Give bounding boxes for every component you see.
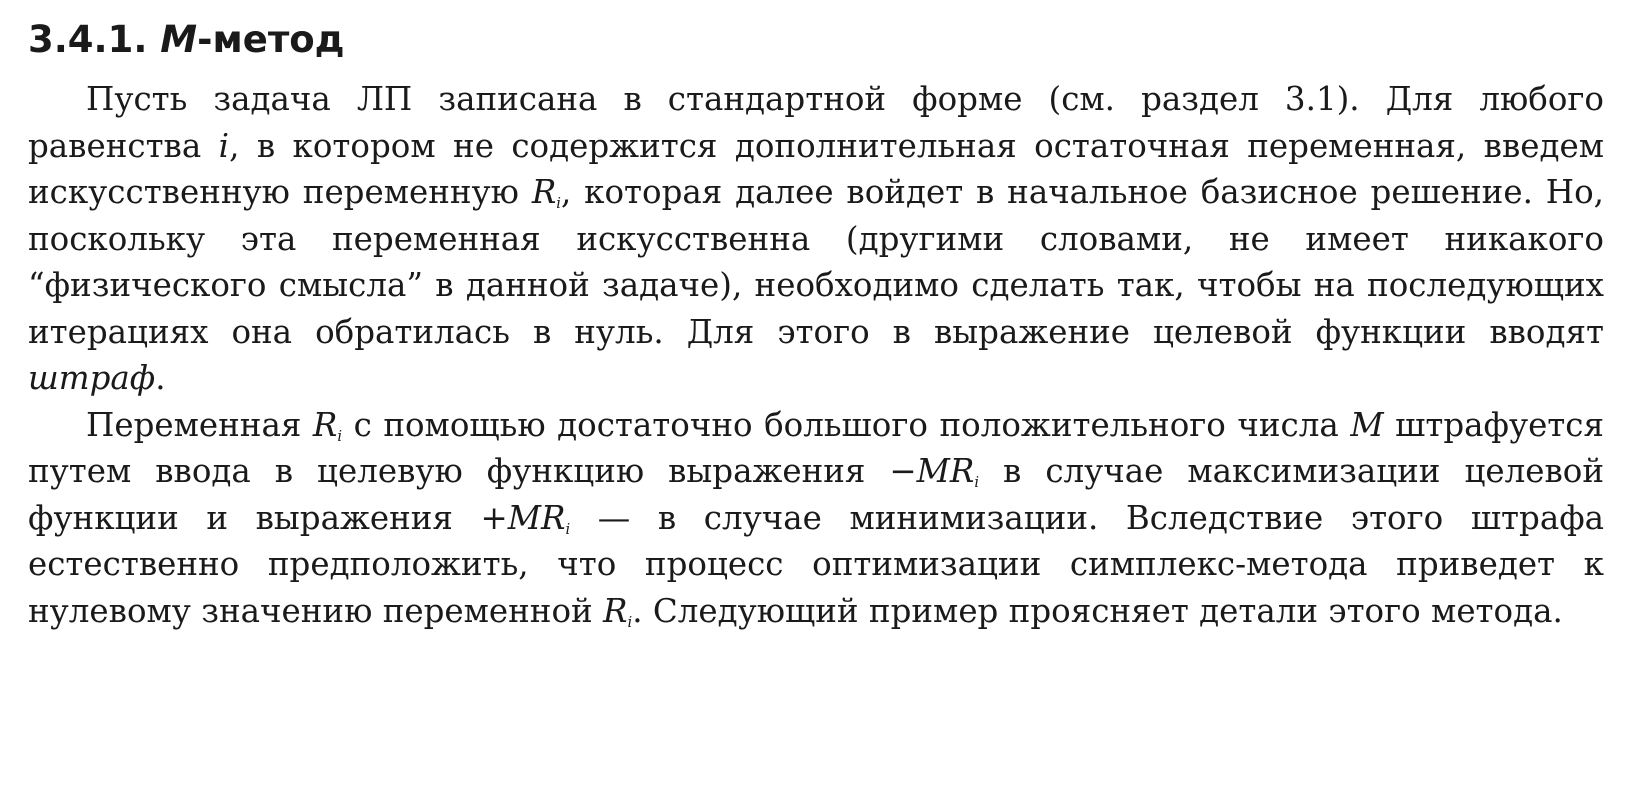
variable-r: R bbox=[312, 405, 338, 444]
subscript-i: i bbox=[565, 520, 571, 538]
variable-r: R bbox=[603, 591, 628, 630]
section-number: 3.4.1. bbox=[28, 18, 148, 61]
variable-r: R bbox=[531, 173, 557, 211]
expression-plus-mr: +MR bbox=[480, 498, 566, 537]
subscript-i: i bbox=[627, 613, 633, 631]
text-run: , в котором не содержится дополнительная остаточная переменная, введем искусственную переменную bbox=[28, 126, 1605, 211]
text-run: в случае максимизации целевой функции и выражения bbox=[28, 452, 1604, 537]
text-run: . bbox=[155, 359, 166, 397]
subscript-i: i bbox=[556, 195, 561, 213]
text-run: — в случае минимизации. Вследствие этого штрафа естественно предположить, что процесс оптимизации симплекс-метода приведет к нулевому значению переменной bbox=[28, 498, 1605, 630]
text-run: , которая далее войдет в начальное базисное решение. Но, поскольку эта переменная искусственна (другими словами, не имеет никакого “физического смысла” в данной задаче), необходимо сделать так, чтобы на последующих итерациях она обратилась в нуль. Для этого в выражение целевой функции вводят bbox=[28, 173, 1604, 351]
variable-i: i bbox=[218, 126, 230, 165]
subscript-i: i bbox=[337, 427, 343, 445]
paragraph-1 bbox=[28, 76, 1604, 402]
text-run: . Следующий пример проясняет детали этого метода. bbox=[632, 591, 1563, 630]
section-title-rest: -метод bbox=[197, 18, 345, 61]
variable-m: M bbox=[1350, 405, 1384, 444]
text-run: штрафуется путем ввода в целевую функцию выражения bbox=[28, 405, 1604, 490]
text-run: с помощью достаточно большого положительного числа bbox=[342, 405, 1351, 444]
text-run: Пусть задача ЛП записана в стандартной форме (см. раздел 3.1). Для любого равенства bbox=[28, 80, 1604, 165]
subscript-i: i bbox=[974, 474, 980, 492]
body-text bbox=[28, 76, 1604, 634]
paragraph-2 bbox=[28, 402, 1604, 635]
penalty-term: штраф bbox=[28, 359, 156, 397]
expression-minus-mr: −MR bbox=[889, 452, 975, 490]
section-title-letter: M bbox=[160, 18, 198, 61]
text-run: Переменная bbox=[86, 405, 313, 444]
section-heading bbox=[28, 14, 1606, 66]
